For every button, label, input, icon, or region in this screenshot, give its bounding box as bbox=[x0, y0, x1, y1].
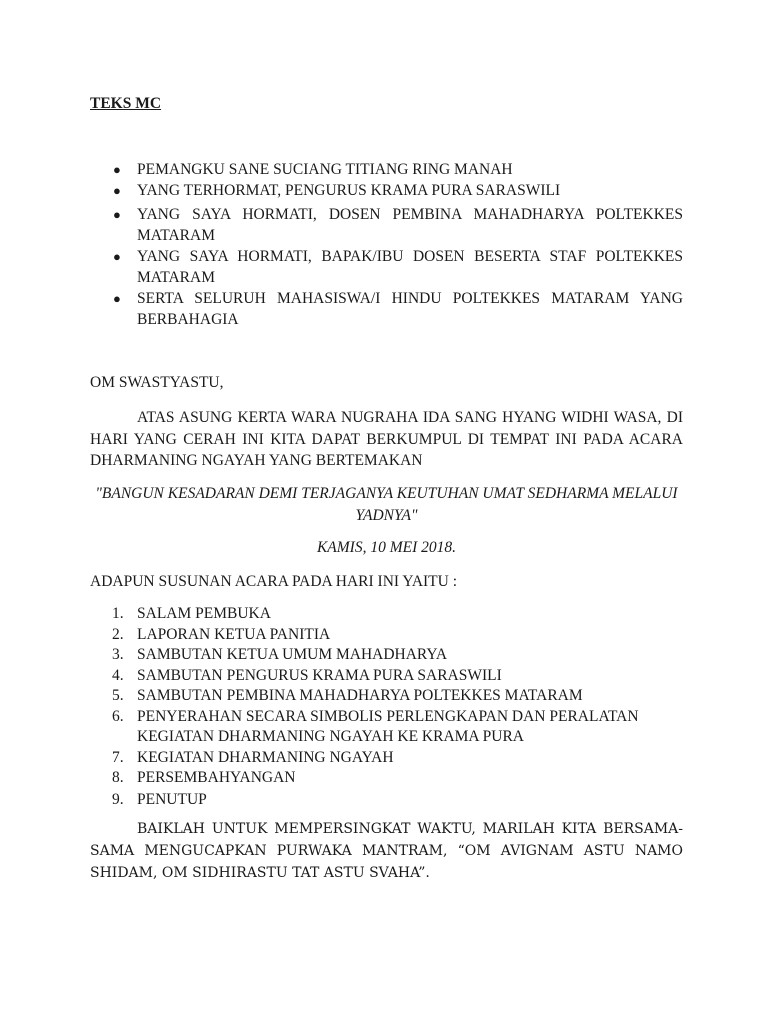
agenda-item: LAPORAN KETUA PANITIA bbox=[137, 625, 331, 643]
agenda-item: PENYERAHAN SECARA SIMBOLIS PERLENGKAPAN DAN PERALATAN bbox=[137, 707, 639, 725]
bullet-icon: ● bbox=[113, 291, 121, 306]
agenda-number: 2. bbox=[112, 625, 124, 643]
greeting-item: SERTA SELURUH MAHASISWA/I HINDU POLTEKKES MATARAM YANG bbox=[137, 290, 683, 307]
greeting-item: BERBAHAGIA bbox=[137, 311, 239, 329]
agenda-number: 6. bbox=[112, 707, 124, 725]
greeting-item: YANG SAYA HORMATI, BAPAK/IBU DOSEN BESERTA STAF POLTEKKES bbox=[137, 248, 683, 265]
agenda-item: SAMBUTAN PEMBINA MAHADHARYA POLTEKKES MATARAM bbox=[137, 687, 583, 704]
document-title: TEKS MC bbox=[90, 95, 162, 112]
agenda-item: SAMBUTAN PENGURUS KRAMA PURA SARASWILI bbox=[137, 666, 502, 684]
agenda-item: KEGIATAN DHARMANING NGAYAH bbox=[137, 748, 394, 766]
agenda-item: PENUTUP bbox=[137, 790, 207, 808]
closing-paragraph-line: SAMA MENGUCAPKAN PURWAKA MANTRAM, “OM AVIGNAM ASTU NAMO bbox=[90, 843, 683, 859]
agenda-number: 3. bbox=[112, 646, 124, 663]
intro-paragraph-line: DHARMANING NGAYAH YANG BERTEMAKAN bbox=[90, 452, 423, 469]
agenda-intro: ADAPUN SUSUNAN ACARA PADA HARI INI YAITU : bbox=[90, 573, 458, 590]
greeting-item: PEMANGKU SANE SUCIANG TITIANG RING MANAH bbox=[137, 161, 513, 178]
agenda-item: SALAM PEMBUKA bbox=[137, 605, 271, 622]
agenda-number: 4. bbox=[112, 666, 124, 684]
intro-paragraph-line: HARI YANG CERAH INI KITA DAPAT BERKUMPUL DI TEMPAT INI PADA ACARA bbox=[90, 430, 683, 448]
salutation: OM SWASTYASTU, bbox=[90, 374, 224, 391]
closing-paragraph-line: BAIKLAH UNTUK MEMPERSINGKAT WAKTU, MARILAH KITA BERSAMA- bbox=[137, 821, 683, 837]
agenda-number: 9. bbox=[112, 790, 124, 808]
bullet-icon: ● bbox=[113, 183, 121, 198]
agenda-item: SAMBUTAN KETUA UMUM MAHADHARYA bbox=[137, 646, 448, 663]
closing-paragraph-line: SHIDAM, OM SIDHIRASTU TAT ASTU SVAHA”. bbox=[90, 865, 430, 881]
agenda-number: 5. bbox=[112, 687, 124, 704]
bullet-icon: ● bbox=[113, 207, 121, 222]
bullet-icon: ● bbox=[113, 162, 121, 177]
greeting-item: MATARAM bbox=[137, 269, 215, 287]
event-theme: "BANGUN KESADARAN DEMI TERJAGANYA KEUTUHAN UMAT SEDHARMA MELALUI bbox=[95, 485, 678, 502]
bullet-icon: ● bbox=[113, 249, 121, 264]
greeting-item: YANG TERHORMAT, PENGURUS KRAMA PURA SARASWILI bbox=[137, 182, 561, 199]
greeting-item: YANG SAYA HORMATI, DOSEN PEMBINA MAHADHARYA POLTEKKES bbox=[137, 206, 683, 223]
intro-paragraph-line: ATAS ASUNG KERTA WARA NUGRAHA IDA SANG HYANG WIDHI WASA, DI bbox=[137, 409, 683, 426]
event-theme: YADNYA" bbox=[355, 506, 418, 524]
event-date: KAMIS, 10 MEI 2018. bbox=[316, 539, 457, 556]
agenda-number: 8. bbox=[112, 769, 124, 786]
agenda-item: PERSEMBAHYANGAN bbox=[137, 769, 296, 786]
agenda-number: 1. bbox=[112, 605, 124, 622]
agenda-number: 7. bbox=[112, 748, 124, 766]
agenda-item: KEGIATAN DHARMANING NGAYAH KE KRAMA PURA bbox=[137, 728, 524, 745]
greeting-item: MATARAM bbox=[137, 227, 215, 245]
